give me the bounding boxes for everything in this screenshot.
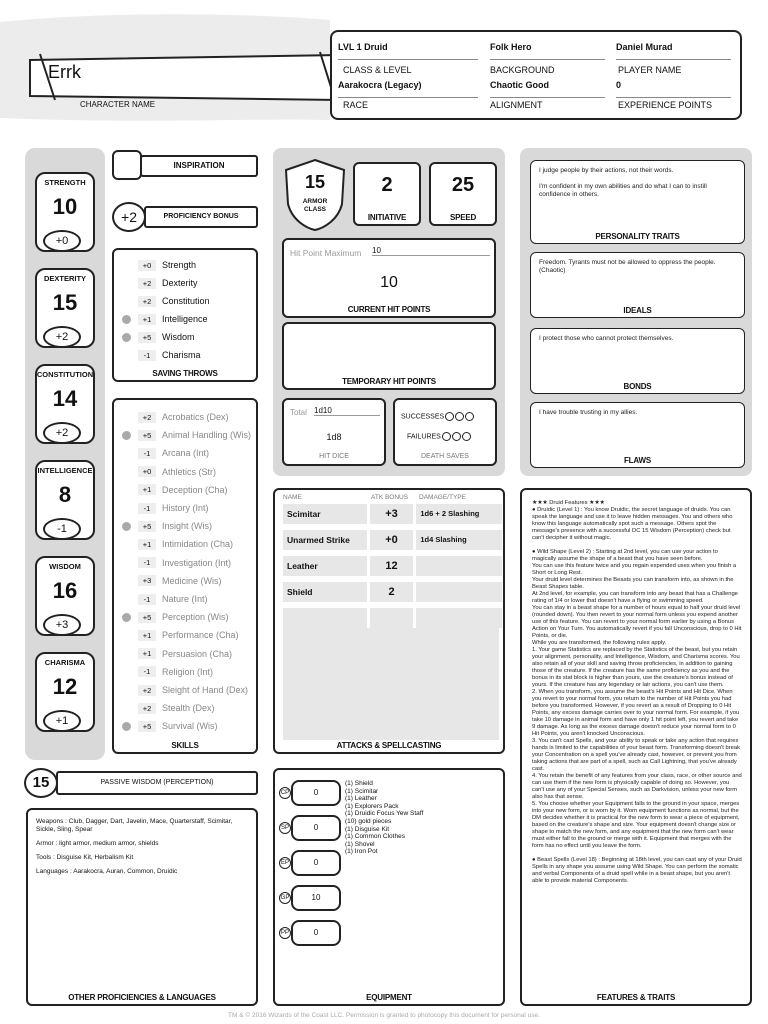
death-saves-box bbox=[393, 398, 497, 466]
bonds-box[interactable] bbox=[530, 328, 745, 394]
background-value[interactable]: Folk Hero bbox=[490, 42, 605, 60]
skill-name: Animal Handling (Wis) bbox=[162, 430, 252, 441]
tool-proficiencies: Tools : Disguise Kit, Herbalism Kit bbox=[36, 854, 134, 861]
ability-dexterity bbox=[30, 264, 100, 352]
saving-throw-row bbox=[114, 292, 256, 310]
features-panel[interactable] bbox=[520, 488, 752, 1006]
attack-name[interactable]: Unarmed Strike bbox=[283, 530, 367, 550]
attack-row bbox=[283, 504, 505, 526]
hit-dice-box bbox=[282, 398, 386, 466]
skill-name: Deception (Cha) bbox=[162, 484, 228, 495]
skill-name: Intimidation (Cha) bbox=[162, 539, 234, 550]
skill-row bbox=[114, 590, 256, 608]
attack-cell-empty[interactable] bbox=[283, 608, 367, 628]
skill-modifier[interactable]: +1 bbox=[138, 630, 156, 641]
ability-score[interactable]: 10 bbox=[52, 194, 78, 219]
coin-type-label: GP bbox=[279, 892, 291, 904]
saving-throw-modifier[interactable]: +0 bbox=[138, 260, 156, 271]
attacks-col-damage: DAMAGE/TYPE bbox=[419, 494, 466, 501]
saving-throw-name: Intelligence bbox=[162, 314, 208, 324]
saving-throw-row bbox=[114, 256, 256, 274]
flaws-box[interactable] bbox=[530, 402, 745, 468]
coin-type-label: SP bbox=[279, 822, 291, 834]
skill-modifier[interactable]: +2 bbox=[138, 685, 156, 696]
skill-name: Investigation (Int) bbox=[162, 557, 232, 568]
skill-name: Perception (Wis) bbox=[162, 612, 229, 623]
coin-value[interactable]: 10 bbox=[291, 885, 341, 911]
skill-row bbox=[114, 663, 256, 681]
player-name-label: PLAYER NAME bbox=[618, 65, 682, 75]
ability-modifier: +0 bbox=[43, 230, 81, 252]
saving-throw-modifier[interactable]: -1 bbox=[138, 350, 156, 361]
passive-wisdom-label: PASSIVE WISDOM (PERCEPTION) bbox=[56, 771, 258, 795]
personality-traits-box[interactable] bbox=[530, 160, 745, 244]
attack-row bbox=[283, 582, 505, 604]
ability-name: INTELLIGENCE bbox=[37, 466, 93, 475]
attacks-panel bbox=[273, 488, 505, 754]
equipment-item[interactable]: (1) Scimitar bbox=[345, 787, 379, 795]
proficiencies-panel bbox=[26, 808, 258, 1006]
attack-bonus[interactable]: 2 bbox=[370, 582, 414, 602]
ability-score[interactable]: 8 bbox=[58, 482, 72, 507]
skill-row bbox=[114, 717, 256, 735]
equipment-item[interactable]: (1) Shovel bbox=[345, 840, 375, 848]
saving-throw-modifier[interactable]: +2 bbox=[138, 278, 156, 289]
failure-checkbox[interactable] bbox=[442, 432, 451, 441]
skill-name: Performance (Cha) bbox=[162, 630, 239, 641]
skill-row bbox=[114, 554, 256, 572]
attack-cell-empty[interactable] bbox=[370, 608, 414, 628]
skill-row bbox=[114, 426, 256, 444]
coin-value[interactable]: 0 bbox=[291, 850, 341, 876]
skill-row bbox=[114, 481, 256, 499]
flaws-text: I have trouble trusting in my allies. bbox=[539, 409, 638, 416]
inspiration-label: INSPIRATION bbox=[140, 155, 258, 177]
proficiencies-label: OTHER PROFICIENCIES & LANGUAGES bbox=[68, 993, 216, 1002]
attack-bonus[interactable]: +0 bbox=[370, 530, 414, 550]
player-name-value[interactable]: Daniel Murad bbox=[616, 42, 731, 60]
class-level-value[interactable]: LVL 1 Druid bbox=[338, 42, 478, 60]
proficiency-dot-icon[interactable] bbox=[122, 722, 131, 731]
skill-name: Athletics (Str) bbox=[162, 466, 217, 477]
skill-row bbox=[114, 444, 256, 462]
ability-score[interactable]: 14 bbox=[52, 386, 78, 411]
equipment-item[interactable]: (1) Shield bbox=[345, 780, 373, 787]
equipment-label: EQUIPMENT bbox=[366, 993, 412, 1002]
current-hp-value[interactable]: 10 bbox=[380, 274, 398, 291]
attack-name[interactable]: Shield bbox=[283, 582, 367, 602]
background-label: BACKGROUND bbox=[490, 65, 555, 75]
hp-max-value[interactable]: 10 bbox=[372, 246, 490, 256]
skill-row bbox=[114, 572, 256, 590]
skill-modifier[interactable]: +5 bbox=[138, 612, 156, 623]
coin-value[interactable]: 0 bbox=[291, 780, 341, 806]
skill-modifier[interactable]: +3 bbox=[138, 575, 156, 586]
ability-name: DEXTERITY bbox=[43, 274, 87, 283]
skill-modifier[interactable]: +5 bbox=[138, 721, 156, 732]
personality-traits-label: PERSONALITY TRAITS bbox=[595, 232, 680, 241]
failure-checkbox[interactable] bbox=[462, 432, 471, 441]
skill-name: Persuasion (Cha) bbox=[162, 648, 233, 659]
skill-name: Survival (Wis) bbox=[162, 721, 218, 732]
skill-modifier[interactable]: +1 bbox=[138, 484, 156, 495]
skill-name: Medicine (Wis) bbox=[162, 575, 222, 586]
flaws-label: FLAWS bbox=[624, 456, 651, 465]
coin-sp bbox=[279, 815, 347, 843]
saving-throw-name: Charisma bbox=[162, 350, 201, 360]
success-checkbox[interactable] bbox=[465, 412, 474, 421]
death-saves-label: DEATH SAVES bbox=[421, 453, 469, 460]
armor-class-value[interactable]: 15 bbox=[304, 172, 326, 192]
equipment-item[interactable]: (1) Disguise Kit bbox=[345, 825, 390, 833]
saving-throw-name: Constitution bbox=[162, 296, 210, 306]
skill-name: Nature (Int) bbox=[162, 594, 208, 604]
attack-bonus[interactable]: 12 bbox=[370, 556, 414, 576]
initiative-label: INITIATIVE bbox=[367, 213, 407, 222]
equipment-panel bbox=[273, 768, 505, 1006]
ability-modifier: +1 bbox=[43, 710, 81, 732]
coin-value[interactable]: 0 bbox=[291, 920, 341, 946]
saving-throw-modifier[interactable]: +1 bbox=[138, 314, 156, 325]
equipment-item[interactable]: (1) Druidic Focus Yew Staff bbox=[345, 810, 424, 818]
coin-type-label: CP bbox=[279, 787, 291, 799]
initiative-value[interactable]: 2 bbox=[381, 174, 393, 196]
attack-bonus[interactable]: +3 bbox=[370, 504, 414, 524]
saving-throws-label: SAVING THROWS bbox=[152, 369, 218, 378]
equipment-item[interactable]: (1) Explorers Pack bbox=[345, 802, 399, 810]
skill-row bbox=[114, 499, 256, 517]
alignment-value[interactable]: Chaotic Good bbox=[490, 80, 605, 98]
ability-name: CONSTITUTION bbox=[36, 370, 94, 379]
character-name-label: CHARACTER NAME bbox=[80, 100, 156, 109]
features-label: FEATURES & TRAITS bbox=[596, 993, 676, 1002]
skill-row bbox=[114, 645, 256, 663]
skill-modifier[interactable]: +2 bbox=[138, 412, 156, 423]
skill-row bbox=[114, 463, 256, 481]
failure-checkbox[interactable] bbox=[452, 432, 461, 441]
failures-label: FAILURES bbox=[407, 433, 441, 441]
skill-name: Sleight of Hand (Dex) bbox=[162, 685, 249, 695]
languages: Languages : Aarakocra, Auran, Common, Druidic bbox=[36, 868, 178, 875]
temp-hp-label: TEMPORARY HIT POINTS bbox=[342, 377, 436, 386]
hit-dice-value[interactable]: 1d8 bbox=[326, 432, 342, 442]
ability-name: STRENGTH bbox=[44, 178, 86, 187]
current-hp-box bbox=[282, 238, 496, 318]
proficiency-dot-icon[interactable] bbox=[122, 431, 131, 440]
attack-row-empty[interactable] bbox=[283, 608, 505, 630]
race-value[interactable]: Aarakocra (Legacy) bbox=[338, 80, 478, 98]
attacks-col-bonus: ATK BONUS bbox=[371, 494, 409, 501]
ability-score[interactable]: 15 bbox=[52, 290, 78, 315]
coin-gp bbox=[279, 885, 347, 913]
saving-throw-row bbox=[114, 310, 256, 328]
armor-class-label: ARMOR CLASS bbox=[302, 198, 328, 213]
ability-modifier: +2 bbox=[43, 422, 81, 444]
skill-name: Religion (Int) bbox=[162, 666, 214, 677]
skill-row bbox=[114, 608, 256, 626]
skill-modifier[interactable]: +5 bbox=[138, 521, 156, 532]
skill-modifier[interactable]: -1 bbox=[138, 557, 156, 568]
coin-type-label: PP bbox=[279, 927, 291, 939]
inspiration-checkbox[interactable] bbox=[112, 150, 142, 180]
saving-throw-row bbox=[114, 346, 256, 364]
coin-ep bbox=[279, 850, 347, 878]
skill-modifier[interactable]: +1 bbox=[138, 539, 156, 550]
passive-wisdom-value[interactable]: 15 bbox=[24, 768, 58, 798]
attack-row bbox=[283, 530, 505, 552]
saving-throw-modifier[interactable]: +2 bbox=[138, 296, 156, 307]
ability-name: CHARISMA bbox=[44, 658, 86, 667]
coin-pp bbox=[279, 920, 347, 948]
speed-box bbox=[429, 162, 497, 226]
saving-throw-name: Strength bbox=[162, 260, 197, 270]
attack-cell-empty[interactable] bbox=[416, 608, 502, 628]
character-name[interactable]: Errk bbox=[48, 62, 81, 82]
ability-strength bbox=[30, 168, 100, 256]
hit-dice-total-value[interactable]: 1d10 bbox=[314, 406, 380, 416]
equipment-item[interactable]: (1) Leather bbox=[345, 795, 377, 803]
skill-modifier[interactable]: -1 bbox=[138, 666, 156, 677]
skills-panel bbox=[112, 398, 258, 754]
death-save-failures bbox=[407, 432, 471, 441]
skill-modifier[interactable]: -1 bbox=[138, 594, 156, 605]
bonds-text: I protect those who cannot protect themselves. bbox=[539, 335, 674, 342]
skill-row bbox=[114, 626, 256, 644]
ability-modifier: -1 bbox=[43, 518, 81, 540]
saving-throw-name: Wisdom bbox=[162, 332, 195, 342]
attack-name[interactable]: Scimitar bbox=[283, 504, 367, 524]
saving-throw-modifier[interactable]: +5 bbox=[138, 332, 156, 343]
armor-class-shield-icon bbox=[282, 158, 348, 232]
attack-damage[interactable]: 1d6 + 2 Slashing bbox=[416, 504, 502, 524]
skill-modifier[interactable]: +1 bbox=[138, 648, 156, 659]
successes-label: SUCCESSES bbox=[401, 413, 445, 421]
proficiency-bonus-label: PROFICIENCY BONUS bbox=[144, 206, 258, 228]
skill-modifier[interactable]: +5 bbox=[138, 430, 156, 441]
skill-modifier[interactable]: -1 bbox=[138, 503, 156, 514]
weapon-proficiencies: Weapons : Club, Dagger, Dart, Javelin, Mace, Quarterstaff, Scimitar, Sickle, Sling, Spear bbox=[36, 818, 233, 833]
hit-dice-total-label: Total bbox=[290, 408, 307, 417]
attack-name[interactable]: Leather bbox=[283, 556, 367, 576]
skill-name: Insight (Wis) bbox=[162, 521, 213, 532]
skill-name: Acrobatics (Dex) bbox=[162, 412, 229, 422]
class-level-label: CLASS & LEVEL bbox=[343, 65, 412, 75]
ability-name: WISDOM bbox=[49, 562, 81, 571]
success-checkbox[interactable] bbox=[445, 412, 454, 421]
race-label: RACE bbox=[343, 100, 369, 110]
personality-traits-text: I judge people by their actions, not their words. I'm confident in my own abilities and do what I can to instill confidence in others. bbox=[539, 167, 707, 198]
alignment-label: ALIGNMENT bbox=[490, 100, 543, 110]
skill-row bbox=[114, 681, 256, 699]
saving-throws-panel bbox=[112, 248, 258, 382]
current-hp-label: CURRENT HIT POINTS bbox=[347, 305, 431, 314]
speed-label: SPEED bbox=[449, 213, 477, 222]
hit-dice-label: HIT DICE bbox=[319, 453, 349, 460]
attack-damage[interactable] bbox=[416, 582, 502, 602]
equipment-item[interactable]: (1) Iron Pot bbox=[345, 848, 378, 856]
features-text: ★★★ Druid Features ★★★ ● Druidic (Level 1) : You know Druidic, the secret language of druids. You can speak the language and use it to leave hidden messages. You and others who know this language automatically spot such a message. Others spot the message's presence with a successful DC 15 Wisdom (Perception) check but can't decipher it without magic. ● Wild Shape (Level 2) : Starting at 2nd level, you can use your action to magically assume the shape of a beast that you have seen before. You can use this feature twice and you regain expended uses when you finish a Short or Long Rest. Your druid level determines the Beasts you can transform into, as shown in the Beast Shapes table. At 2nd level, for example, you can transform into any beast that has a Challenge rating of 1/4 or lower that doesn't have a flying or swimming speed. You can stay in a beast shape for a number of hours equal to half your druid level (rounded down). You then revert to your normal form unless you expend another use of this feature. You can revert to your normal form earlier by using a Bonus Action on Your Turn. You automatically revert if you fall Unconscious, drop to 0 Hit Points, or die. While you are transformed, the following rules apply. 1. Your game Statistics are replaced by the Statistics of the beast, but you retain your alignment, personality, and Intelligence, Wisdom, and Charisma scores. You also retain all of your skill and saving throw proficiencies, in addition to gaining those of the creature. If the creature has the same proficiency as you and the bonus in its stat block is higher than yours, use the creature's bonus instead of yours. If the creature has any legendary or lair actions, you can't use them. 2. When you transform, you assume the beast's Hit Points and Hit Dice. When you revert to your normal form, you return to the number of Hit Points you had before you transformed. However, if you revert as a result of Dropping to 0 Hit Points, any excess damage carries over to your normal form. For example, if you take 10 damage in animal form and have only 1 hit point left, you revert and take 9 damage. As long as the excess damage doesn't reduce your normal form to 0 Hit Points, you aren't knocked Unconscious. 3. You can't cast Spells, and your ability to speak or take any action that requires hands is limited to the capabilities of your beast form. Transforming doesn't break your Concentration on a spell you've already cast, however, or prevent you from taking actions that are part of a spell, such as Call Lightning, that you've already cast. 4. You retain the benefit of any features from your class, race, or other source and can use them if the new form is physically capable of doing so. However, you can't use any of your Special Senses, such as Darkvision, unless your new form also has that sense. 5. You choose whether your Equipment falls to the ground in your space, merges into your new form, or is worn by it. Worn equipment functions as normal, but the DM decides whether it is practical for the new form to wear a piece of equipment, based on the creature's shape and size. Your equipment doesn't change size or shape to match the new form, and any equipment that the new form can't wear must either fall to the ground or merge with it. Equipment that merges with the form has no effect until you leave the form. ● Beast Spells (Level 18) : Beginning at 18th level, you can cast any of your Druid Spells in any shape you assume using Wild Shape. You can perform the somatic and verbal Components of a druid spell while in a beast shape, but you aren't able to provide material Components. bbox=[532, 500, 742, 884]
footer-copyright: TM & © 2016 Wizards of the Coast LLC. Permission is granted to photocopy this document for personal use. bbox=[228, 1012, 540, 1019]
proficiency-dot-icon[interactable] bbox=[122, 613, 131, 622]
skill-row bbox=[114, 408, 256, 426]
xp-label: EXPERIENCE POINTS bbox=[618, 100, 713, 110]
saving-throw-row bbox=[114, 328, 256, 346]
skill-row bbox=[114, 517, 256, 535]
ideals-label: IDEALS bbox=[623, 306, 652, 315]
initiative-box bbox=[353, 162, 421, 226]
success-checkbox[interactable] bbox=[455, 412, 464, 421]
ability-intelligence bbox=[30, 456, 100, 544]
coin-cp bbox=[279, 780, 347, 808]
ability-score[interactable]: 12 bbox=[52, 674, 78, 699]
ability-score[interactable]: 16 bbox=[52, 578, 78, 603]
bonds-label: BONDS bbox=[623, 382, 652, 391]
coin-type-label: EP bbox=[279, 857, 291, 869]
attack-damage[interactable]: 1d4 Slashing bbox=[416, 530, 502, 550]
armor-proficiencies: Armor : light armor, medium armor, shields bbox=[36, 840, 159, 847]
ability-modifier: +2 bbox=[43, 326, 81, 348]
skill-row bbox=[114, 535, 256, 553]
skill-modifier[interactable]: -1 bbox=[138, 448, 156, 459]
speed-value[interactable]: 25 bbox=[451, 174, 475, 196]
skill-name: Stealth (Dex) bbox=[162, 703, 215, 714]
skill-modifier[interactable]: +0 bbox=[138, 466, 156, 477]
hp-max-label: Hit Point Maximum bbox=[290, 248, 362, 258]
saving-throw-name: Dexterity bbox=[162, 278, 198, 288]
skill-name: Arcana (Int) bbox=[162, 448, 210, 459]
proficiency-bonus-value[interactable]: +2 bbox=[112, 202, 146, 232]
skills-label: SKILLS bbox=[171, 741, 199, 750]
xp-value[interactable]: 0 bbox=[616, 80, 731, 98]
attack-row bbox=[283, 556, 505, 578]
attack-damage[interactable] bbox=[416, 556, 502, 576]
proficiency-dot-icon[interactable] bbox=[122, 333, 131, 342]
ability-modifier: +3 bbox=[43, 614, 81, 636]
death-save-successes bbox=[401, 412, 474, 421]
ability-charisma bbox=[30, 648, 100, 736]
skill-row bbox=[114, 699, 256, 717]
ability-constitution bbox=[30, 360, 100, 448]
ability-wisdom bbox=[30, 552, 100, 640]
skill-name: History (Int) bbox=[162, 503, 209, 513]
ideals-box[interactable] bbox=[530, 252, 745, 318]
attacks-col-name: NAME bbox=[283, 494, 302, 501]
attacks-notes-area[interactable] bbox=[283, 628, 499, 740]
attacks-label: ATTACKS & SPELLCASTING bbox=[336, 741, 442, 750]
equipment-item[interactable]: (1) Common Clothes bbox=[345, 833, 405, 841]
temp-hp-box[interactable] bbox=[282, 322, 496, 390]
proficiency-dot-icon[interactable] bbox=[122, 522, 131, 531]
equipment-item[interactable]: (10) gold pieces bbox=[345, 817, 392, 825]
coin-value[interactable]: 0 bbox=[291, 815, 341, 841]
saving-throw-row bbox=[114, 274, 256, 292]
proficiency-dot-icon[interactable] bbox=[122, 315, 131, 324]
ideals-text: Freedom. Tyrants must not be allowed to oppress the people. (Chaotic) bbox=[539, 259, 716, 274]
skill-modifier[interactable]: +2 bbox=[138, 703, 156, 714]
